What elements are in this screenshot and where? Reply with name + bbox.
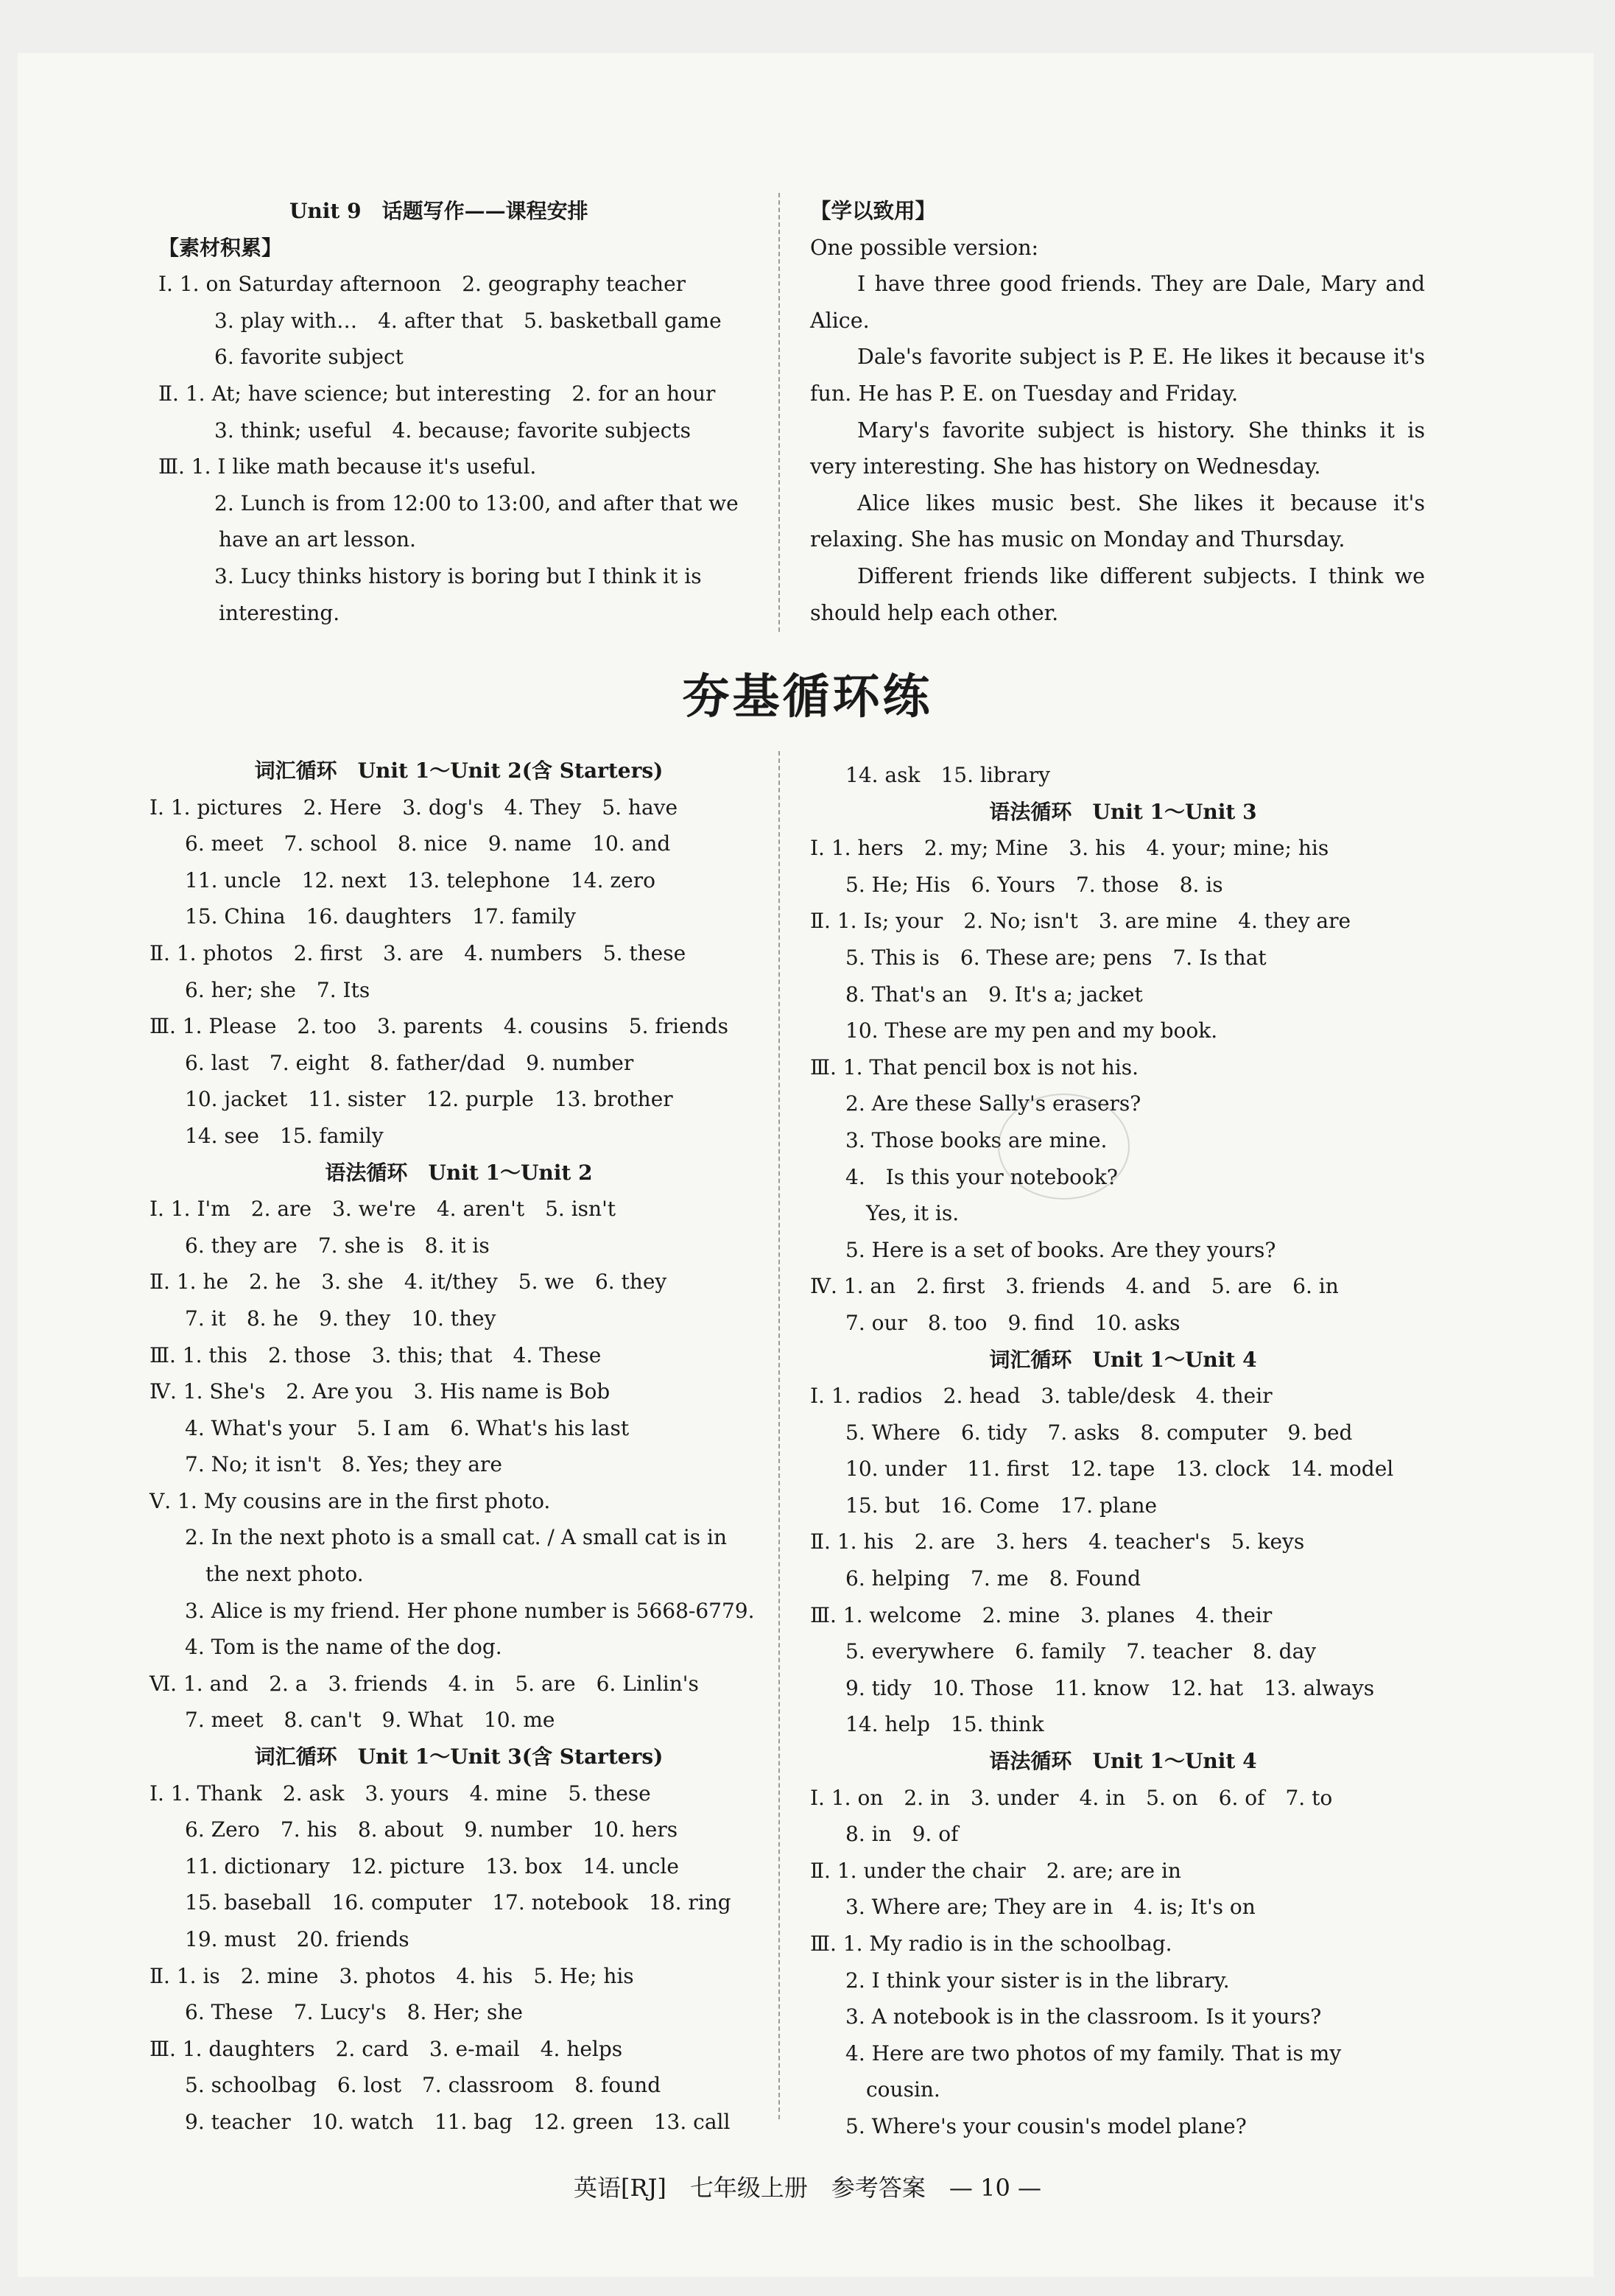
answer-line: 3. think; useful 4. because; favorite subjects (214, 418, 691, 443)
answer-line: cousin. (866, 2077, 940, 2102)
top-right-column (810, 193, 1425, 631)
answer-line: 9. tidy 10. Those 11. know 12. hat 13. always (845, 1675, 1375, 1700)
answer-line: 3. play with… 4. after that 5. basketball game (214, 308, 722, 333)
answer-line: Ⅵ. 1. and 2. a 3. friends 4. in 5. are 6. Linlin's (149, 1671, 699, 1696)
answer-line: 3. Those books are mine. (845, 1127, 1108, 1152)
answer-line: 6. favorite subject (214, 345, 404, 370)
answer-line: 5. He; His 6. Yours 7. those 8. is (845, 872, 1223, 897)
answer-line: 5. everywhere 6. family 7. teacher 8. day (845, 1639, 1317, 1664)
answer-line: Ⅴ. 1. My cousins are in the first photo. (149, 1488, 551, 1513)
answer-list (158, 266, 770, 631)
answer-line: 6. her; she 7. Its (185, 977, 370, 1002)
answer-line: interesting. (219, 600, 340, 625)
answer-line: 6. Zero 7. his 8. about 9. number 10. hers (185, 1817, 678, 1842)
answer-line: 4. Here are two photos of my family. That is my (845, 2040, 1342, 2066)
answer-line: Ⅰ. 1. radios 2. head 3. table/desk 4. their (810, 1384, 1273, 1409)
answer-line: 6. These 7. Lucy's 8. Her; she (185, 2000, 523, 2025)
answer-line: 19. must 20. friends (185, 1927, 409, 1951)
essay-paragraph: Dale's favorite subject is P. E. He likes it because it's fun. He has P. E. on Tuesday and Friday. (810, 345, 1425, 406)
answer-line: 3. Where are; They are in 4. is; It's on (845, 1895, 1256, 1920)
answer-line: 2. I think your sister is in the library. (845, 1968, 1230, 1993)
answer-line: 2. Lunch is from 12:00 to 13:00, and after that we (214, 490, 739, 515)
answer-line: 2. Are these Sally's erasers? (845, 1091, 1141, 1116)
answer-line: 14. ask 15. library (845, 763, 1051, 787)
answer-line: 15. baseball 16. computer 17. notebook 18. ring (185, 1890, 731, 1915)
answer-line: 3. A notebook is in the classroom. Is it yours? (845, 2004, 1322, 2029)
answer-line: 7. No; it isn't 8. Yes; they are (185, 1452, 502, 1477)
answer-line: Ⅰ. 1. hers 2. my; Mine 3. his 4. your; mine; his (810, 836, 1329, 861)
answer-line: Ⅲ. 1. welcome 2. mine 3. planes 4. their (810, 1602, 1273, 1627)
subsection-heading: 语法循环 Unit 1～Unit 3 (989, 799, 1257, 824)
answer-line: 6. helping 7. me 8. Found (845, 1566, 1141, 1591)
subsection-heading: 语法循环 Unit 1～Unit 2 (325, 1160, 593, 1185)
answer-line: 8. That's an 9. It's a; jacket (845, 982, 1143, 1007)
essay (810, 266, 1425, 631)
answer-line: Ⅰ. 1. I'm 2. are 3. we're 4. aren't 5. isn't (149, 1197, 616, 1222)
answer-line: 15. but 16. Come 17. plane (845, 1493, 1158, 1518)
section-label: 【素材积累】 (158, 235, 283, 260)
essay-paragraph: I have three good friends. They are Dale, Mary and Alice. (810, 272, 1425, 333)
top-left-column (158, 193, 770, 631)
answer-line: Ⅳ. 1. an 2. first 3. friends 4. and 5. are 6. in (810, 1274, 1339, 1299)
left-column (149, 753, 768, 2141)
answer-line: have an art lesson. (219, 527, 416, 552)
subsection-heading: 词汇循环 Unit 1～Unit 2(含 Starters) (254, 758, 664, 783)
answer-line: Ⅳ. 1. She's 2. Are you 3. His name is Bob (149, 1379, 611, 1404)
divider (778, 193, 781, 632)
answer-line: 5. Where's your cousin's model plane? (845, 2113, 1247, 2138)
answer-line: 3. Lucy thinks history is boring but I think it is (214, 563, 702, 588)
answer-line: 5. Here is a set of books. Are they yours? (845, 1237, 1276, 1262)
answer-line: 5. schoolbag 6. lost 7. classroom 8. found (185, 2073, 661, 2098)
answer-line: 9. teacher 10. watch 11. bag 12. green 13. call (185, 2109, 731, 2134)
intro-line: One possible version: (810, 235, 1039, 260)
answer-line: 6. they are 7. she is 8. it is (185, 1233, 490, 1258)
answer-line: Ⅲ. 1. I like math because it's useful. (158, 454, 537, 479)
answer-line: 8. in 9. of (845, 1822, 959, 1847)
section-title: 夯基循环练 (682, 670, 933, 725)
answer-line: Ⅲ. 1. this 2. those 3. this; that 4. These (149, 1342, 602, 1367)
answer-line: Ⅱ. 1. under the chair 2. are; are in (810, 1858, 1181, 1883)
answer-line: Ⅲ. 1. Please 2. too 3. parents 4. cousins 5. friends (149, 1014, 728, 1039)
answer-line: Yes, it is. (866, 1201, 960, 1226)
subsection-heading: 词汇循环 Unit 1～Unit 4 (989, 1347, 1257, 1372)
answer-line: 7. meet 8. can't 9. What 10. me (185, 1708, 555, 1733)
answer-line: Ⅱ. 1. his 2. are 3. hers 4. teacher's 5. keys (810, 1529, 1305, 1554)
answer-line: 15. China 16. daughters 17. family (185, 904, 576, 929)
answer-line: Ⅱ. 1. At; have science; but interesting 2. for an hour (158, 381, 716, 406)
answer-line: 14. see 15. family (185, 1123, 384, 1148)
answer-line: Ⅰ. 1. on 2. in 3. under 4. in 5. on 6. of 7. to (810, 1785, 1333, 1810)
right-column (810, 757, 1436, 2145)
answer-line: Ⅰ. 1. on Saturday afternoon 2. geography teacher (158, 272, 686, 297)
answer-line: Ⅲ. 1. That pencil box is not his. (810, 1054, 1139, 1080)
subsection-heading: 词汇循环 Unit 1～Unit 3(含 Starters) (254, 1744, 664, 1769)
answer-line: 10. These are my pen and my book. (845, 1018, 1218, 1043)
answer-line: 4. Is this your notebook? (845, 1164, 1118, 1189)
divider (778, 751, 781, 2119)
answer-line: Ⅰ. 1. Thank 2. ask 3. yours 4. mine 5. these (149, 1781, 651, 1806)
answer-line: Ⅲ. 1. daughters 2. card 3. e-mail 4. helps (149, 2036, 623, 2061)
answer-line: 10. jacket 11. sister 12. purple 13. brother (185, 1087, 673, 1112)
answer-line: 10. under 11. first 12. tape 13. clock 14. model (845, 1457, 1394, 1482)
answer-line: 6. meet 7. school 8. nice 9. name 10. and (185, 831, 671, 856)
page-footer: 英语[RJ] 七年级上册 参考答案 — 10 — (574, 2174, 1041, 2202)
answer-line: Ⅲ. 1. My radio is in the schoolbag. (810, 1931, 1172, 1956)
section-label: 【学以致用】 (810, 198, 937, 223)
answer-line: 11. dictionary 12. picture 13. box 14. uncle (185, 1853, 679, 1878)
answer-line: Ⅱ. 1. is 2. mine 3. photos 4. his 5. He; his (149, 1963, 634, 1988)
answer-line: Ⅰ. 1. pictures 2. Here 3. dog's 4. They 5. have (149, 795, 678, 820)
answer-line: 6. last 7. eight 8. father/dad 9. number (185, 1050, 634, 1075)
answer-line: 4. Tom is the name of the dog. (185, 1635, 502, 1660)
answer-line: 3. Alice is my friend. Her phone number is 5668-6779. (185, 1598, 755, 1623)
unit-title: Unit 9 话题写作——课程安排 (289, 199, 588, 223)
answer-line: 5. Where 6. tidy 7. asks 8. computer 9. bed (845, 1420, 1353, 1445)
answer-line: Ⅱ. 1. he 2. he 3. she 4. it/they 5. we 6. they (149, 1270, 667, 1295)
essay-paragraph: Different friends like different subjects. I think we should help each other. (810, 563, 1425, 625)
stamp-watermark (998, 1094, 1130, 1200)
answer-line: 7. our 8. too 9. find 10. asks (845, 1310, 1181, 1335)
answer-line: 2. In the next photo is a small cat. / A small cat is in (185, 1525, 728, 1550)
answer-line: 4. What's your 5. I am 6. What's his last (185, 1415, 630, 1440)
answer-line: 11. uncle 12. next 13. telephone 14. zero (185, 867, 655, 892)
essay-paragraph: Mary's favorite subject is history. She thinks it is very interesting. She has history on Wednesday. (810, 418, 1425, 479)
subsection-heading: 语法循环 Unit 1～Unit 4 (989, 1749, 1257, 1774)
answer-line: Ⅱ. 1. photos 2. first 3. are 4. numbers 5. these (149, 940, 686, 965)
answer-line: the next photo. (205, 1562, 364, 1587)
answer-line: 5. This is 6. These are; pens 7. Is that (845, 945, 1267, 970)
answer-line: 7. it 8. he 9. they 10. they (185, 1306, 496, 1331)
answer-line: Ⅱ. 1. Is; your 2. No; isn't 3. are mine 4. they are (810, 909, 1351, 934)
answer-line: 14. help 15. think (845, 1712, 1044, 1737)
essay-paragraph: Alice likes music best. She likes it because it's relaxing. She has music on Monday and Thursday. (810, 490, 1425, 552)
